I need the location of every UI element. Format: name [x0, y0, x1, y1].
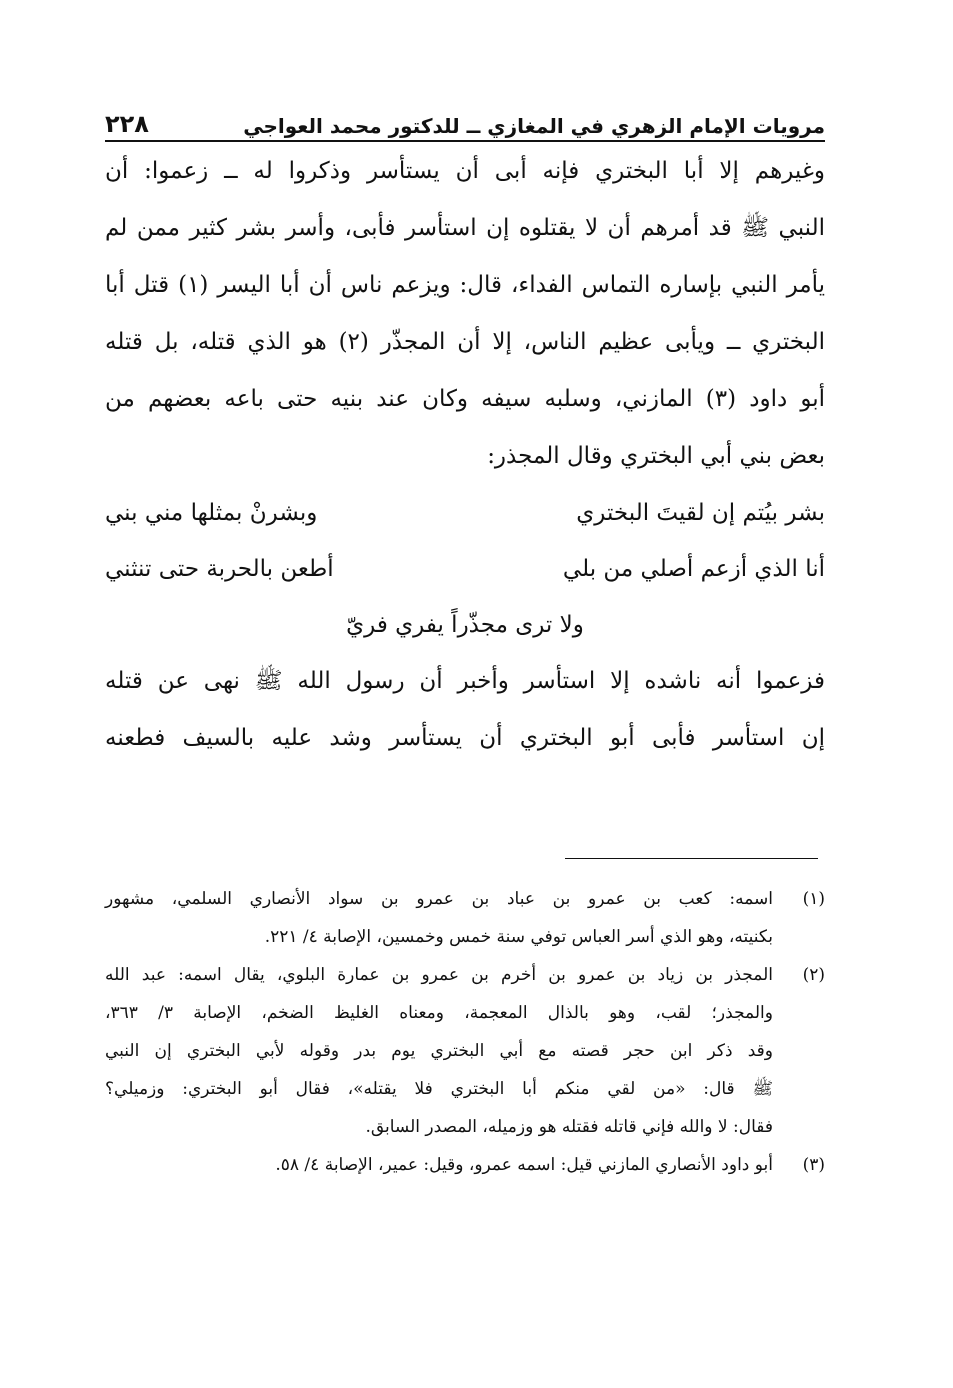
footnote	[105, 956, 825, 1146]
footnote-line: المجذر بن زياد بن عمرو بن أخرم بن عمرو بن عمارة البلوي، يقال اسمه: عبد الله	[105, 965, 773, 985]
footnote-number: (١)	[802, 889, 825, 909]
text-line: البختري ــ ويأبى عظيم الناس، إلا أن المجذّر (٢) هو الذي قتله، بل قتله	[105, 329, 825, 355]
poem-verse	[105, 485, 825, 541]
poem-verse	[105, 541, 825, 597]
footnote-text	[105, 1146, 773, 1184]
header-rule	[105, 140, 825, 142]
verse-first-hemistich: أنا الذي أزعم أصلي من بلي	[562, 556, 825, 582]
footnote	[105, 1146, 825, 1184]
footnote-line: ﷺ قال: «من لقي منكم أبا البختري فلا يقتله»، فقال أبو البختري: وزميلي؟	[105, 1079, 773, 1099]
verse-first-hemistich: بشر بيُتم إن لقيتَ البختري	[576, 500, 825, 526]
text-line: أبو داود (٣) المازني، وسلبه سيفه وكان عند بنيه حتى باعه بعضهم من	[105, 386, 826, 412]
text-line: النبي ﷺ قد أمرهم أن لا يقتلوه إن استأسر فأبى، وأسر بشر كثير ممن لم	[105, 215, 825, 241]
footnotes	[105, 880, 825, 1184]
text-line: بعض بني أبي البختري وقال المجذر:	[487, 443, 825, 469]
footnote-text	[105, 880, 773, 956]
verse-second-hemistich: وبشرنْ بمثلها مني بني	[105, 500, 318, 526]
footnote-line: أبو داود الأنصاري المازني قيل: اسمه عمرو، وقيل: عمير، الإصابة ٤/ ٥٨.	[275, 1155, 773, 1175]
footnote-line: اسمه: كعب بن عمرو بن عباد بن عمرو بن سواد الأنصاري السلمي، مشهور	[105, 889, 773, 909]
text-line: يأمر النبي بإساره التماس الفداء، قال: ويزعم ناس أن أبا اليسر (١) قتل أبا	[105, 272, 825, 298]
running-title: مرويات الإمام الزهري في المغازي ــ للدكتور محمد العواجي	[243, 114, 825, 138]
footnote-line: فقال: لا والله فإني قاتله فقتله هو وزميله، المصدر السابق.	[365, 1117, 773, 1137]
main-text	[105, 143, 825, 767]
text-line: وغيرهم إلا أبا البختري فإنه أبى أن يستأسر وذكروا له ــ زعموا: أن	[105, 158, 825, 184]
footnote-separator	[565, 858, 818, 859]
poem-verse-single: ولا ترى مجذّراً يفري فريّ	[346, 612, 584, 638]
footnote-line: وقد ذكر ابن حجر قصته مع أبي البختري يوم بدر وقوله لأبي البختري إن النبي	[105, 1041, 773, 1061]
footnote-number: (٣)	[802, 1155, 825, 1175]
footnote-line: والمجذر؛ لقب، وهو بالذال المعجمة، ومعناه الغليظ الضخم، الإصابة ٣/ ٣٦٣،	[105, 1003, 773, 1023]
footnote-number: (٢)	[802, 965, 825, 985]
footnote-line: بكنيته، وهو الذي أسر العباس توفي سنة خمس وخمسين، الإصابة ٤/ ٢٢١.	[264, 927, 773, 947]
footnote-text	[105, 956, 773, 1146]
page-number: ٢٢٨	[105, 110, 149, 138]
text-line: فزعموا أنه ناشده إلا استأسر وأخبر أن رسول الله ﷺ نهى عن قتله	[105, 668, 825, 694]
verse-second-hemistich: أطعن بالحربة حتى تنثني	[105, 556, 334, 582]
footnote	[105, 880, 825, 956]
text-line: إن استأسر فأبى أبو البختري أن يستأسر وشد عليه بالسيف فطعنه	[105, 725, 825, 751]
page-header	[105, 98, 825, 138]
